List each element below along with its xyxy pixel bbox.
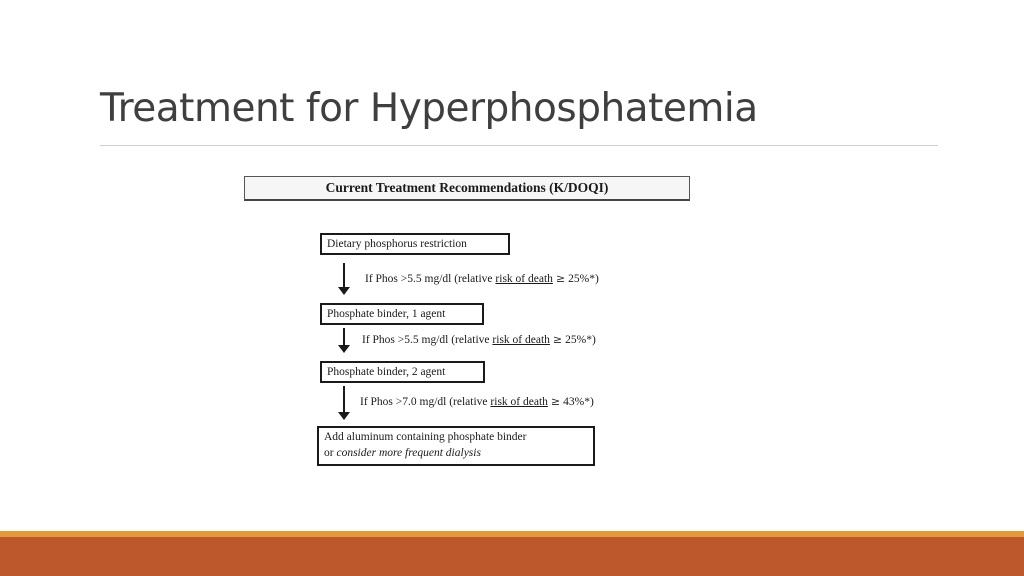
- step-label-line1: Add aluminum containing phosphate binder: [324, 431, 527, 443]
- step-dietary-restriction: [320, 233, 510, 255]
- treatment-flowchart: [244, 176, 694, 471]
- step-binder-2-agent: [320, 361, 485, 383]
- risk-of-death-text: risk of death: [490, 396, 548, 408]
- risk-of-death-text: risk of death: [495, 273, 553, 285]
- condition-2: If Phos >5.5 mg/dl (relative risk of death ≥ 25%*): [362, 333, 596, 346]
- flowchart-header: Current Treatment Recommendations (K/DOQI): [244, 176, 690, 201]
- step-label-line2: or consider more frequent dialysis: [324, 447, 481, 459]
- arrow-down-icon: [338, 386, 350, 420]
- footer-band: [0, 537, 1024, 576]
- step-label: Phosphate binder, 2 agent: [327, 366, 446, 378]
- step-binder-1-agent: [320, 303, 484, 325]
- title-divider: [100, 145, 938, 146]
- condition-3: If Phos >7.0 mg/dl (relative risk of death ≥ 43%*): [360, 395, 594, 408]
- arrow-down-icon: [338, 263, 350, 295]
- step-aluminum-binder: [317, 426, 595, 466]
- arrow-down-icon: [338, 328, 350, 353]
- condition-1: If Phos >5.5 mg/dl (relative risk of death ≥ 25%*): [365, 272, 599, 285]
- step-label: Phosphate binder, 1 agent: [327, 308, 446, 320]
- step-label: Dietary phosphorus restriction: [327, 238, 467, 250]
- risk-of-death-text: risk of death: [492, 334, 550, 346]
- slide-title: Treatment for Hyperphosphatemia: [100, 86, 758, 131]
